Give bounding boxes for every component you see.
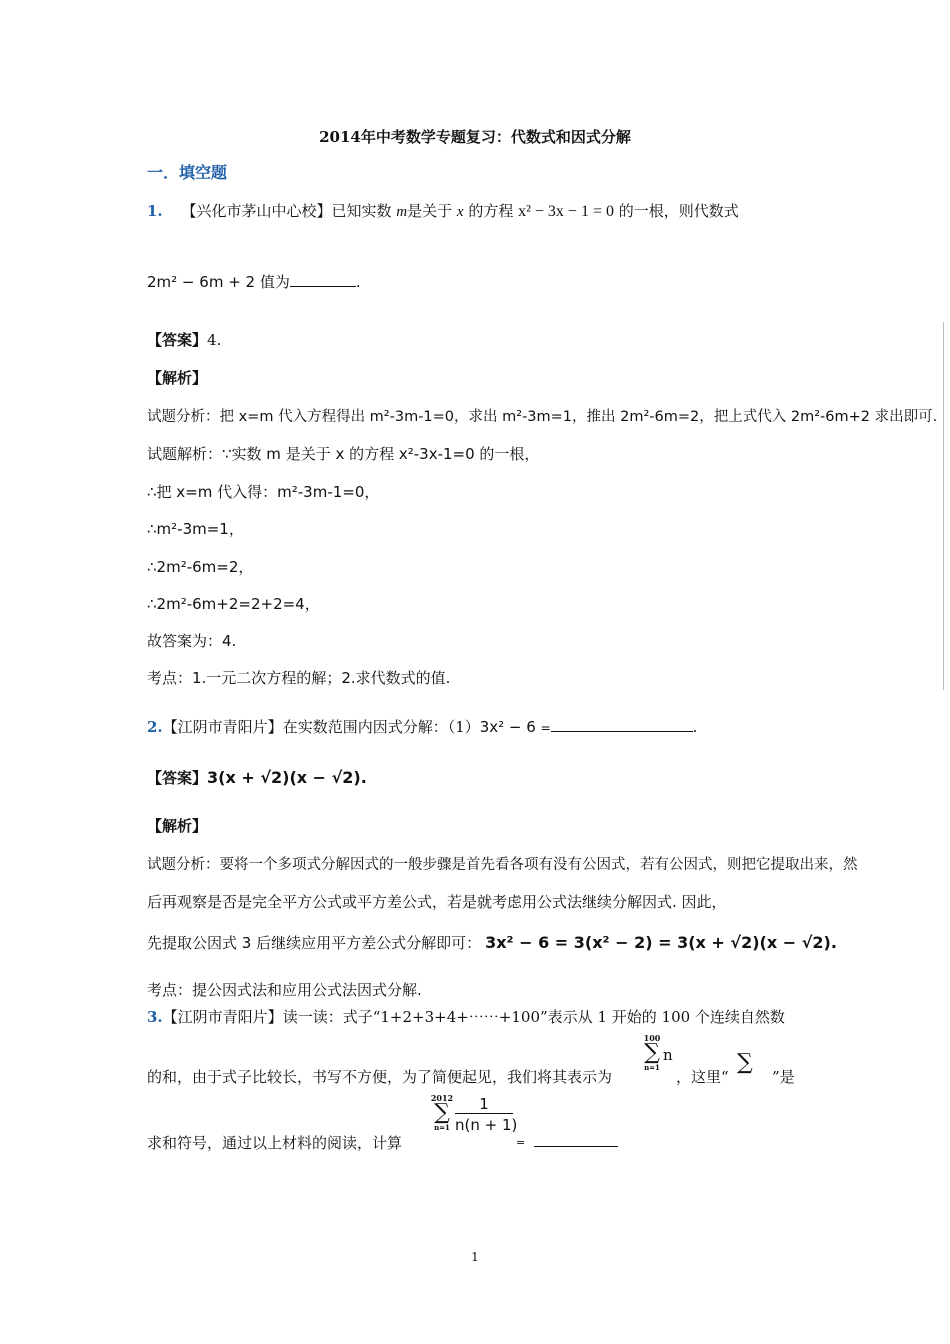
q3-answer-blank-wrap xyxy=(534,1132,618,1151)
q3-answer-blank[interactable] xyxy=(534,1132,618,1147)
q3-sum2-notation xyxy=(430,1093,454,1132)
q1-analysis-line: ∴2m²-6m=2， xyxy=(147,558,254,576)
q1-var-m: m xyxy=(396,204,408,220)
section-heading: 一．填空题 xyxy=(147,163,228,182)
q3-line-2c: ”是 xyxy=(772,1068,795,1086)
q2-expression: 3x² − 6 xyxy=(479,718,536,736)
q3-source: 【江阴市青阳片】 xyxy=(162,1008,283,1026)
q2-analysis-label: 【解析】 xyxy=(147,817,208,835)
q1-value-text: 值为 xyxy=(259,273,290,291)
q2-answer-blank[interactable] xyxy=(551,717,693,732)
q2-analysis-text: 先提取公因式 3 后继续应用平方差公式分解即可： xyxy=(147,934,482,952)
q1-answer-label: 【答案】 xyxy=(147,331,208,349)
q3-sum2-lower: n=1 xyxy=(434,1123,450,1132)
q1-source: 【兴化市茅山中心校】 xyxy=(181,202,332,220)
q2-answer-value: 3(x + √2)(x − √2). xyxy=(207,768,367,787)
q2-analysis-line: 后再观察是否是完全平方公式或平方差公式，若是就考虑用公式法继续分解因式. 因此， xyxy=(147,893,727,911)
q3-sum2-upper: 2012 xyxy=(430,1093,454,1103)
q1-analysis-line: ∴2m²-6m+2=2+2=4， xyxy=(147,595,320,613)
q3-text: 读一读：式子“1+2+3+4+⋯⋯+100”表示从 1 开始的 100 个连续自然数 xyxy=(282,1008,785,1026)
q3-sum-notation xyxy=(641,1033,663,1072)
q1-text-d: 的一根，则代数式 xyxy=(613,202,739,220)
q1-equation: x² − 3x − 1 = 0 xyxy=(518,203,614,220)
q1-expr-line xyxy=(147,271,361,292)
q1-text-b: 是关于 xyxy=(407,202,457,220)
q1-stem xyxy=(147,200,739,221)
page-number: 1 xyxy=(471,1250,479,1264)
q1-text-a: 已知实数 xyxy=(331,202,397,220)
q1-var-x: x xyxy=(456,204,464,220)
q3-sum-term: n xyxy=(663,1046,673,1064)
q3-sum-lower: n=1 xyxy=(644,1063,660,1072)
sigma-icon: ∑ xyxy=(737,1050,753,1075)
q3-fraction xyxy=(455,1095,518,1136)
q1-expression: 2m² − 6m + 2 xyxy=(147,273,256,291)
q2-knowledge-point: 考点：提公因式法和应用公式法因式分解. xyxy=(147,981,422,999)
q1-text-c: 的方程 xyxy=(463,202,519,220)
q3-line-3: 求和符号，通过以上材料的阅读，计算 xyxy=(147,1134,403,1152)
q1-analysis-label: 【解析】 xyxy=(147,369,208,387)
q3-number: 3. xyxy=(147,1008,163,1026)
q1-number: 1. xyxy=(147,202,163,220)
q2-analysis-line xyxy=(147,932,837,953)
q1-answer xyxy=(147,329,221,350)
q1-analysis-line: 试题分析：把 x=m 代入方程得出 m²-3m-1=0，求出 m²-3m=1，推出 2m²-6m=2，把上式代入 2m²-6m+2 求出即可. xyxy=(147,409,938,425)
page-edge-divider xyxy=(943,322,944,690)
q2-analysis-line: 试题分析：要将一个多项式分解因式的一般步骤是首先看各项有没有公因式，若有公因式，则把它提取出来，然 xyxy=(147,857,858,873)
q3-fraction-numerator: 1 xyxy=(455,1095,513,1114)
q2-answer-label: 【答案】 xyxy=(147,769,208,787)
q2-factor-chain: 3x² − 6 = 3(x² − 2) = 3(x + √2)(x − √2). xyxy=(485,933,837,952)
q2-number: 2. xyxy=(147,718,163,736)
q1-answer-value: 4. xyxy=(207,331,222,349)
q1-analysis-line: 故答案为：4. xyxy=(147,632,237,650)
page-title: 2014年中考数学专题复习：代数式和因式分解 xyxy=(319,128,631,146)
q2-end: . xyxy=(692,718,698,736)
q1-analysis-line: ∴m²-3m=1， xyxy=(147,520,244,538)
q2-answer xyxy=(147,767,367,788)
q1-analysis-line: 试题解析：∵实数 m 是关于 x 的方程 x²-3x-1=0 的一根， xyxy=(147,445,540,463)
q3-equals: = xyxy=(516,1136,526,1149)
q2-equals: = xyxy=(540,721,551,735)
q3-line-2b: ，这里“ xyxy=(676,1068,729,1086)
q3-sum-upper: 100 xyxy=(643,1033,661,1043)
q1-analysis-line: ∴把 x=m 代入得：m²-3m-1=0， xyxy=(147,483,380,501)
q3-line-2a: 的和，由于式子比较长，书写不方便，为了简便起见，我们将其表示为 xyxy=(147,1068,613,1086)
q2-source: 【江阴市青阳片】 xyxy=(162,718,283,736)
q2-text: 在实数范围内因式分解：（1） xyxy=(282,718,480,736)
q3-sigma2-icon: ∑ xyxy=(434,1100,450,1125)
q3-fraction-denominator: n(n + 1) xyxy=(455,1116,518,1134)
q1-end: . xyxy=(355,273,361,291)
q3-sigma-icon: ∑ xyxy=(644,1040,660,1065)
q1-knowledge-point: 考点：1.一元二次方程的解；2.求代数式的值. xyxy=(147,669,451,687)
q1-answer-blank[interactable] xyxy=(290,272,356,287)
q2-stem xyxy=(147,716,697,737)
q3-line-1 xyxy=(147,1006,785,1027)
